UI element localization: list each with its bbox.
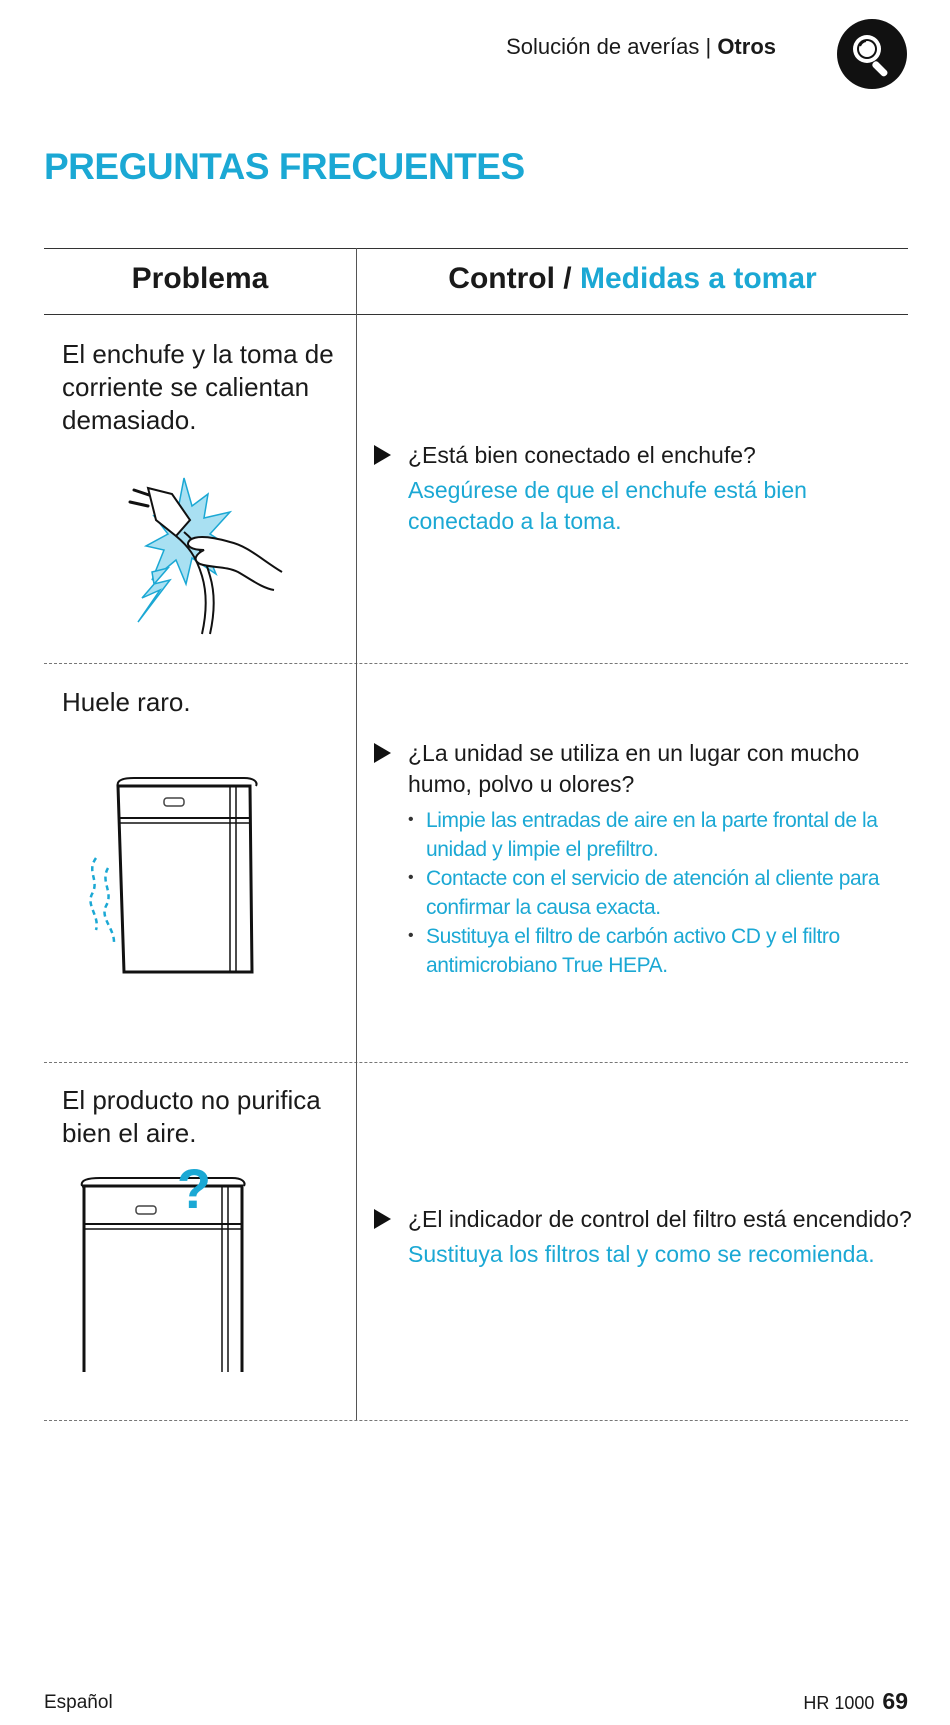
row-divider — [44, 663, 908, 664]
hot-plug-illustration — [112, 476, 292, 636]
magnifier-icon — [836, 18, 908, 90]
svg-text:?: ? — [176, 1158, 212, 1220]
page-title: PREGUNTAS FRECUENTES — [44, 146, 525, 187]
section-header — [506, 34, 776, 60]
check-question: ¿Está bien conectado el enchufe? — [374, 440, 914, 471]
check-question: ¿La unidad se utiliza en un lugar con mucho humo, polvo u olores? — [374, 738, 914, 800]
action-label: Medidas a tomar — [579, 262, 817, 295]
column-divider — [356, 248, 357, 1420]
footer-page-info — [803, 1688, 908, 1715]
check-answer: Sustituya los filtros tal y como se recomienda. — [408, 1241, 875, 1267]
subsection-name: Otros — [717, 34, 776, 59]
check-item — [374, 738, 914, 980]
footer-language: Español — [44, 1692, 113, 1713]
row-divider — [44, 1062, 908, 1063]
purifier-question-illustration — [76, 1158, 256, 1372]
footer-model: HR 1000 — [803, 1693, 875, 1713]
column-header-separator: / — [563, 262, 572, 295]
problem-text: El enchufe y la toma de corriente se calientan demasiado. — [62, 339, 334, 435]
column-header-control — [357, 262, 908, 296]
page-number: 69 — [882, 1688, 908, 1714]
smelly-purifier-illustration — [84, 776, 280, 976]
header-separator: | — [705, 34, 712, 59]
control-label: Control — [448, 262, 555, 295]
table-top-border — [44, 248, 908, 249]
check-item — [374, 440, 914, 537]
check-item — [374, 1204, 914, 1270]
action-list — [374, 806, 914, 980]
check-answer: Asegúrese de que el enchufe está bien conectado a la toma. — [408, 477, 807, 534]
row-divider — [44, 1420, 908, 1421]
column-header-problem: Problema — [131, 262, 269, 295]
action-item: • Sustituya el filtro de carbón activo CD y el filtro antimicrobiano True HEPA. — [408, 922, 914, 980]
problem-text: Huele raro. — [62, 687, 191, 717]
check-question: ¿El indicador de control del filtro está encendido? — [374, 1204, 914, 1235]
section-name: Solución de averías — [506, 34, 700, 59]
action-item: • Contacte con el servicio de atención al cliente para confirmar la causa exacta. — [408, 864, 914, 922]
problem-text: El producto no purifica bien el aire. — [62, 1085, 321, 1148]
table-header-border — [44, 314, 908, 315]
action-item: • Limpie las entradas de aire en la parte frontal de la unidad y limpie el prefiltro. — [408, 806, 914, 864]
